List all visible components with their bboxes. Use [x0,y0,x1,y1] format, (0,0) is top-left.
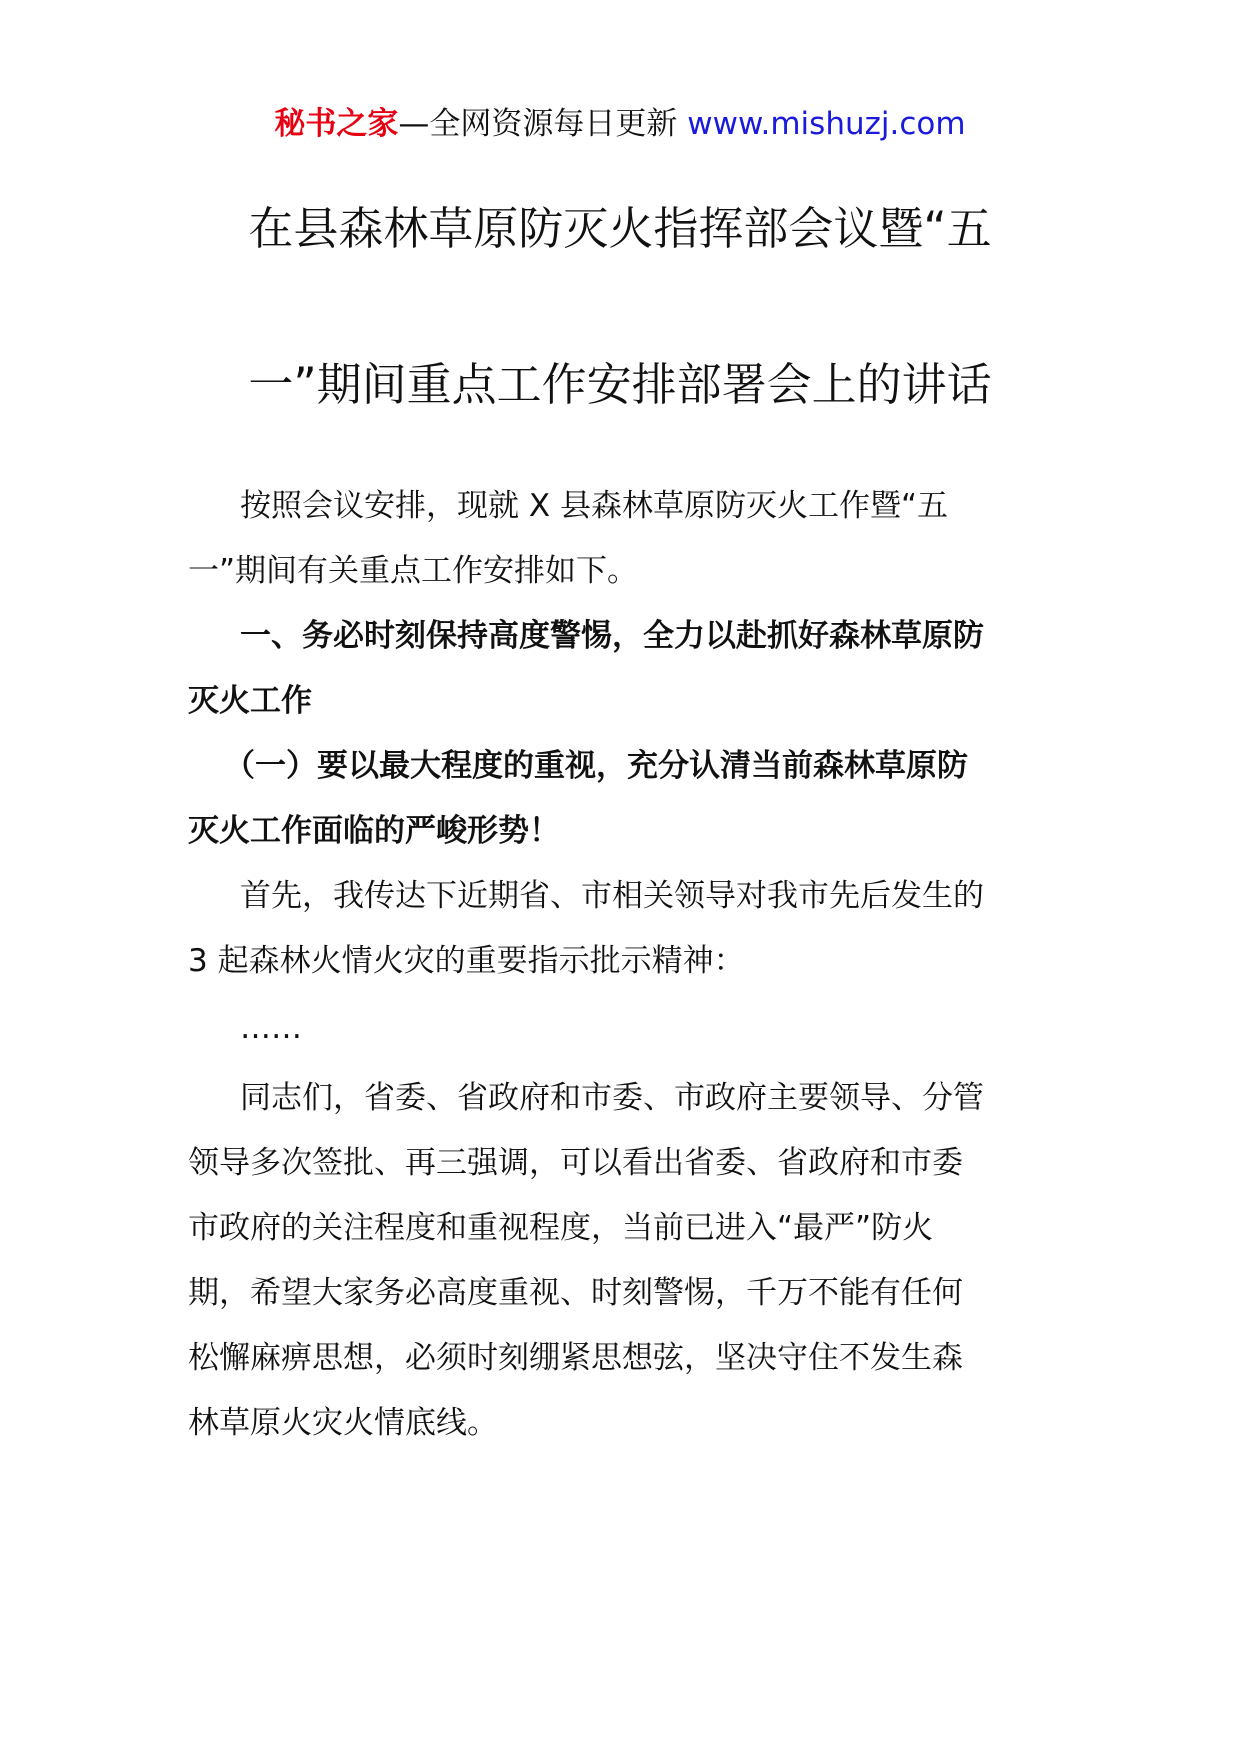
intro-paragraph [188,474,1058,604]
text-line: 领导多次签批、再三强调，可以看出省委、省政府和市委 [188,1145,963,1181]
text-line: 期，希望大家务必高度重视、时刻警惕，千万不能有任何 [188,1275,963,1311]
text-line: …… [240,1010,302,1046]
site-header [0,100,1240,148]
text-line: 3 起森林火情火灾的重要指示批示精神： [188,943,745,979]
text-line: 一、务必时刻保持高度警惕，全力以赴抓好森林草原防 [240,618,984,654]
text-line: 一”期间有关重点工作安排如下。 [188,553,639,589]
text-line: 松懈麻痹思想，必须时刻绷紧思想弦，坚决守住不发生森 [188,1340,963,1376]
section-heading-1 [188,604,1058,734]
subsection-heading-1 [188,734,1058,864]
text-line: （一）要以最大程度的重视，充分认清当前森林草原防 [224,748,968,784]
site-brand: 秘书之家 [274,106,399,142]
document-title-line-1: 在县森林草原防灭火指挥部会议暨“五 [248,202,992,255]
site-tagline: —全网资源每日更新 [398,106,688,142]
text-line: 林草原火灾火情底线。 [188,1405,498,1441]
document-title-line-2: 一”期间重点工作安排部署会上的讲话 [248,358,992,411]
text-line: 首先，我传达下近期省、市相关领导对我市先后发生的 [240,878,984,914]
paragraph-comrades [188,1066,1058,1456]
text-line: 灭火工作 [188,683,312,719]
paragraph-directive [188,864,1058,994]
text-line: 同志们，省委、省政府和市委、市政府主要领导、分管 [240,1080,984,1116]
ellipsis-paragraph [188,996,1058,1061]
text-line: 市政府的关注程度和重视程度，当前已进入“最严”防火 [188,1210,934,1246]
text-line: 灭火工作面临的严峻形势！ [188,813,560,849]
text-line: 按照会议安排，现就 X 县森林草原防灭火工作暨“五 [240,488,949,524]
site-url-link[interactable]: www.mishuzj.com [687,106,966,142]
